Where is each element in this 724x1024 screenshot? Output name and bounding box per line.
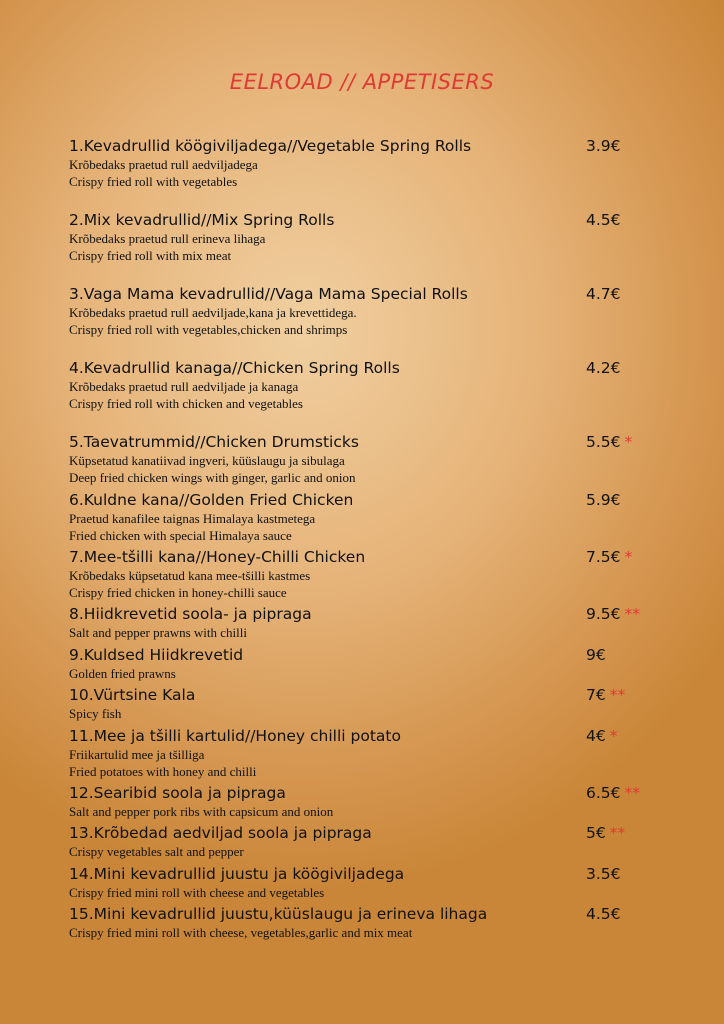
menu-item xyxy=(69,490,669,544)
menu-item xyxy=(69,432,669,486)
item-name: 6.Kuldne kana//Golden Fried Chicken xyxy=(69,491,354,509)
item-price: 4.2€ xyxy=(586,359,621,377)
item-price: 5€ xyxy=(586,824,606,842)
item-price-row xyxy=(586,823,625,843)
item-name: 10.Vürtsine Kala xyxy=(69,686,196,704)
item-desc-et: Krõbedaks praetud rull erineva lihaga xyxy=(69,231,266,246)
spice-stars: ** xyxy=(609,824,626,842)
item-desc-en: Crispy fried roll with vegetables,chicken and shrimps xyxy=(69,322,348,337)
item-price-row xyxy=(586,210,625,230)
item-price: 9.5€ xyxy=(586,605,621,623)
item-desc-et: Praetud kanafilee taignas Himalaya kastmetega xyxy=(69,511,316,526)
item-price-row xyxy=(586,547,632,567)
item-desc-en: Crispy fried roll with chicken and vegetables xyxy=(69,396,303,411)
item-price-row xyxy=(586,864,625,884)
item-desc-et: Crispy fried mini roll with cheese, vegetables,garlic and mix meat xyxy=(69,925,413,940)
item-name: 11.Mee ja tšilli kartulid//Honey chilli potato xyxy=(69,727,401,745)
item-price-row xyxy=(586,783,640,803)
item-price: 3.9€ xyxy=(586,137,621,155)
item-price-row xyxy=(586,136,625,156)
spice-stars: ** xyxy=(624,605,641,623)
item-name: 15.Mini kevadrullid juustu,küüslaugu ja erineva lihaga xyxy=(69,905,488,923)
item-price-row xyxy=(586,904,625,924)
menu-item xyxy=(69,604,669,641)
item-desc-en: Crispy fried chicken in honey-chilli sauce xyxy=(69,585,287,600)
item-name: 7.Mee-tšilli kana//Honey-Chilli Chicken xyxy=(69,548,366,566)
spice-stars: * xyxy=(624,433,633,451)
item-name: 5.Taevatrummid//Chicken Drumsticks xyxy=(69,433,359,451)
item-name: 4.Kevadrullid kanaga//Chicken Spring Rolls xyxy=(69,359,400,377)
menu-item xyxy=(69,783,669,820)
menu-item xyxy=(69,864,669,901)
item-name: 9.Kuldsed Hiidkrevetid xyxy=(69,646,244,664)
item-price-row xyxy=(586,358,625,378)
menu-item xyxy=(69,823,669,860)
item-name: 14.Mini kevadrullid juustu ja köögiviljadega xyxy=(69,865,405,883)
menu-item xyxy=(69,358,669,412)
item-name: 12.Searibid soola ja pipraga xyxy=(69,784,286,802)
item-price: 4.5€ xyxy=(586,211,621,229)
item-name: 1.Kevadrullid köögiviljadega//Vegetable Spring Rolls xyxy=(69,137,472,155)
item-desc-et: Salt and pepper prawns with chilli xyxy=(69,625,247,640)
menu-item xyxy=(69,726,669,780)
item-desc-et: Crispy vegetables salt and pepper xyxy=(69,844,244,859)
item-desc-et: Spicy fish xyxy=(69,706,122,721)
item-desc-en: Fried chicken with special Himalaya sauce xyxy=(69,528,292,543)
item-desc-et: Golden fried prawns xyxy=(69,666,176,681)
item-desc-et: Küpsetatud kanatiivad ingveri, küüslaugu ja sibulaga xyxy=(69,453,345,468)
item-price-row xyxy=(586,490,625,510)
item-desc-et: Krõbedaks praetud rull aedviljade ja kanaga xyxy=(69,379,299,394)
item-price: 5.5€ xyxy=(586,433,621,451)
item-desc-en: Crispy fried roll with mix meat xyxy=(69,248,232,263)
item-price-row xyxy=(586,604,640,624)
item-price: 6.5€ xyxy=(586,784,621,802)
menu-item xyxy=(69,645,669,682)
item-price: 5.9€ xyxy=(586,491,621,509)
item-desc-et: Crispy fried mini roll with cheese and vegetables xyxy=(69,885,325,900)
menu-item xyxy=(69,284,669,338)
item-name: 13.Krõbedad aedviljad soola ja pipraga xyxy=(69,824,372,842)
item-name: 2.Mix kevadrullid//Mix Spring Rolls xyxy=(69,211,335,229)
item-price-row xyxy=(586,645,610,665)
item-price-row xyxy=(586,685,625,705)
item-price-row xyxy=(586,432,632,452)
menu-title: EELROAD // APPETISERS xyxy=(229,70,495,94)
item-desc-et: Krõbedaks küpsetatud kana mee-tšilli kastmes xyxy=(69,568,311,583)
item-price-row xyxy=(586,726,617,746)
spice-stars: * xyxy=(624,548,633,566)
item-price: 9€ xyxy=(586,646,606,664)
item-desc-en: Fried potatoes with honey and chilli xyxy=(69,764,257,779)
menu-item xyxy=(69,210,669,264)
item-price: 7.5€ xyxy=(586,548,621,566)
spice-stars: ** xyxy=(624,784,641,802)
item-price-row xyxy=(586,284,625,304)
menu-item xyxy=(69,547,669,601)
item-price: 4.5€ xyxy=(586,905,621,923)
item-desc-et: Krõbedaks praetud rull aedviljade,kana ja krevettidega. xyxy=(69,305,357,320)
item-name: 3.Vaga Mama kevadrullid//Vaga Mama Special Rolls xyxy=(69,285,468,303)
spice-stars: ** xyxy=(609,686,626,704)
item-price: 4.7€ xyxy=(586,285,621,303)
menu-item xyxy=(69,136,669,190)
item-desc-et: Friikartulid mee ja tšilliga xyxy=(69,747,205,762)
item-price: 3.5€ xyxy=(586,865,621,883)
menu-item xyxy=(69,685,669,722)
item-desc-en: Crispy fried roll with vegetables xyxy=(69,174,238,189)
menu-item xyxy=(69,904,669,941)
item-desc-et: Krõbedaks praetud rull aedviljadega xyxy=(69,157,258,172)
item-price: 7€ xyxy=(586,686,606,704)
spice-stars: * xyxy=(609,727,618,745)
item-desc-et: Salt and pepper pork ribs with capsicum and onion xyxy=(69,804,334,819)
item-name: 8.Hiidkrevetid soola- ja pipraga xyxy=(69,605,312,623)
item-price: 4€ xyxy=(586,727,606,745)
item-desc-en: Deep fried chicken wings with ginger, garlic and onion xyxy=(69,470,356,485)
